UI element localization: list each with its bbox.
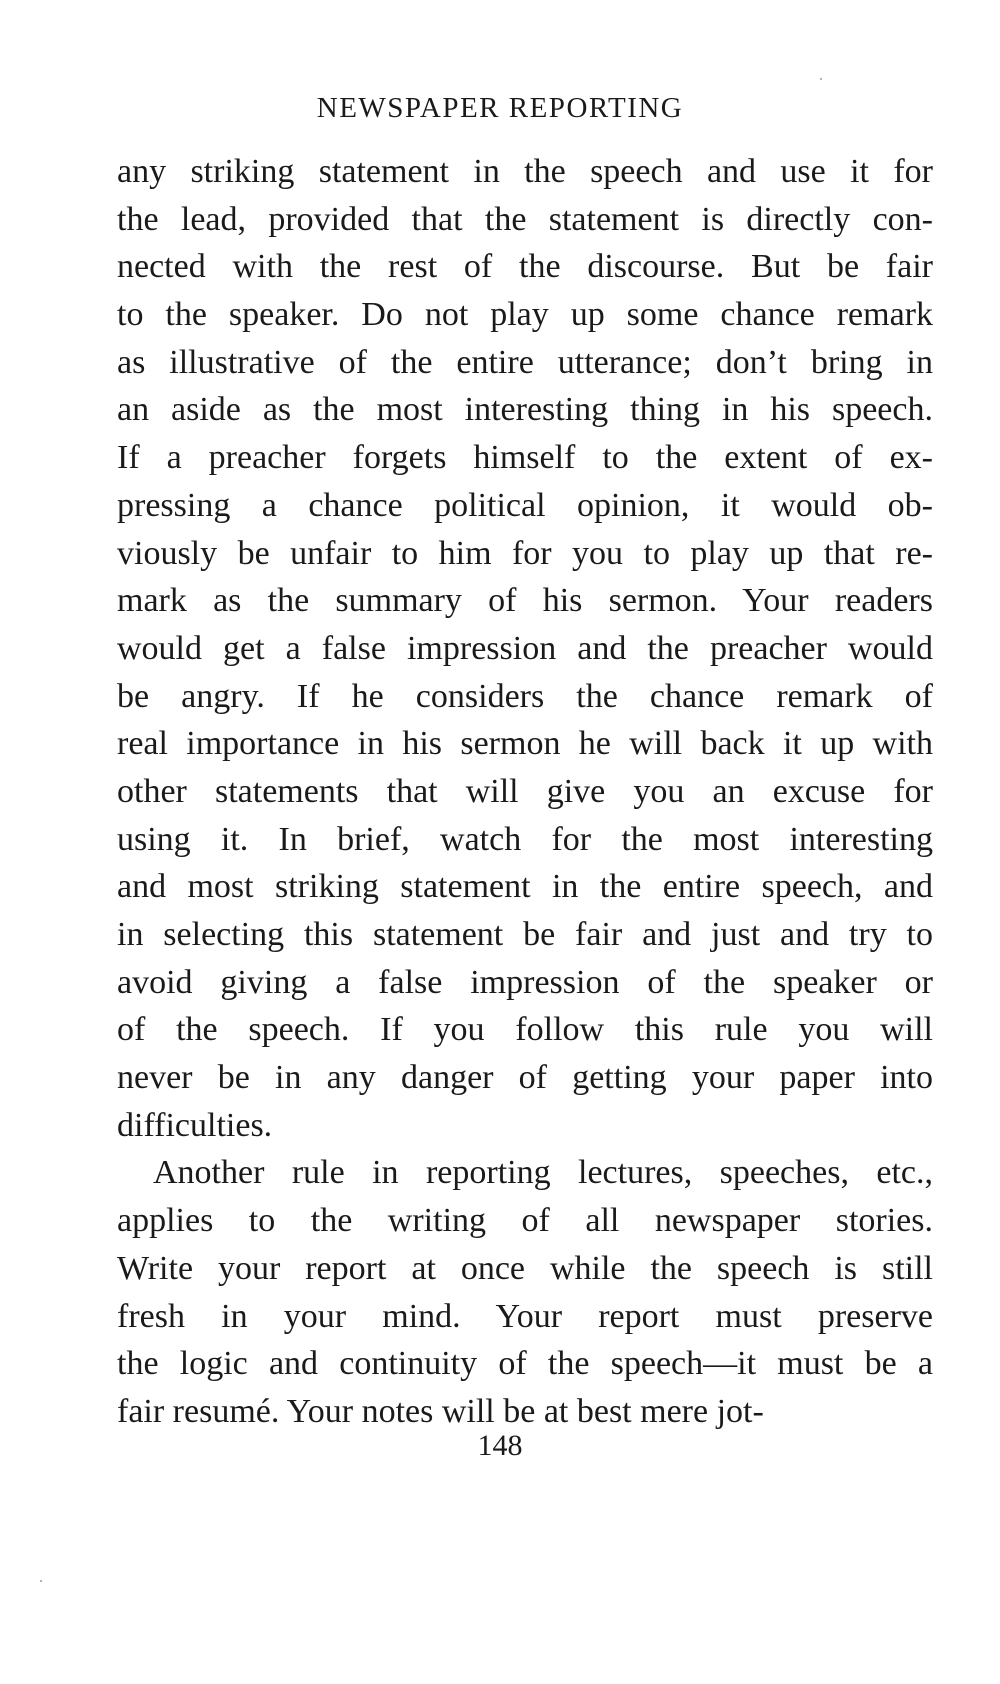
- paper-speck: [40, 1580, 42, 1582]
- text-line: as illustrative of the entire utterance; don’t bring in: [117, 343, 933, 381]
- text-line: an aside as the most interesting thing in his speech.: [117, 391, 933, 429]
- running-head: NEWSPAPER REPORTING: [316, 92, 684, 124]
- text-line: difficulties.: [117, 1106, 273, 1144]
- text-line: the lead, provided that the statement is directly con-: [117, 200, 933, 238]
- text-line: pressing a chance political opinion, it would ob-: [117, 486, 933, 524]
- text-line: nected with the rest of the discourse. But be fair: [117, 248, 933, 286]
- page-number: 148: [477, 1429, 523, 1462]
- text-line: viously be unfair to him for you to play up that re-: [117, 534, 933, 572]
- paper-speck: [820, 78, 822, 80]
- text-line: fair resumé. Your notes will be at best mere jot-: [117, 1392, 764, 1430]
- text-line: be angry. If he considers the chance remark of: [117, 677, 933, 715]
- text-line: fresh in your mind. Your report must preserve: [117, 1297, 933, 1335]
- text-line: of the speech. If you follow this rule you will: [117, 1011, 933, 1049]
- text-line: using it. In brief, watch for the most interesting: [117, 820, 933, 858]
- text-line: avoid giving a false impression of the speaker or: [117, 963, 933, 1001]
- text-line: Write your report at once while the speech is still: [117, 1249, 933, 1287]
- text-line: in selecting this statement be fair and just and try to: [117, 916, 933, 953]
- text-line: the logic and continuity of the speech—it must be a: [117, 1345, 933, 1383]
- text-line: real importance in his sermon he will back it up with: [117, 725, 933, 763]
- text-line: any striking statement in the speech and use it for: [117, 153, 933, 190]
- text-line: would get a false impression and the preacher would: [117, 629, 933, 667]
- text-line: mark as the summary of his sermon. Your readers: [117, 582, 933, 620]
- body-text: [117, 148, 933, 1436]
- text-line: other statements that will give you an excuse for: [117, 772, 933, 810]
- text-line: If a preacher forgets himself to the extent of ex-: [117, 439, 933, 477]
- text-line: Another rule in reporting lectures, speeches, etc.,: [153, 1154, 933, 1192]
- text-line: to the speaker. Do not play up some chance remark: [117, 296, 933, 334]
- text-line: never be in any danger of getting your paper into: [117, 1059, 933, 1097]
- text-line: applies to the writing of all newspaper stories.: [117, 1202, 933, 1240]
- text-line: and most striking statement in the entire speech, and: [117, 868, 933, 906]
